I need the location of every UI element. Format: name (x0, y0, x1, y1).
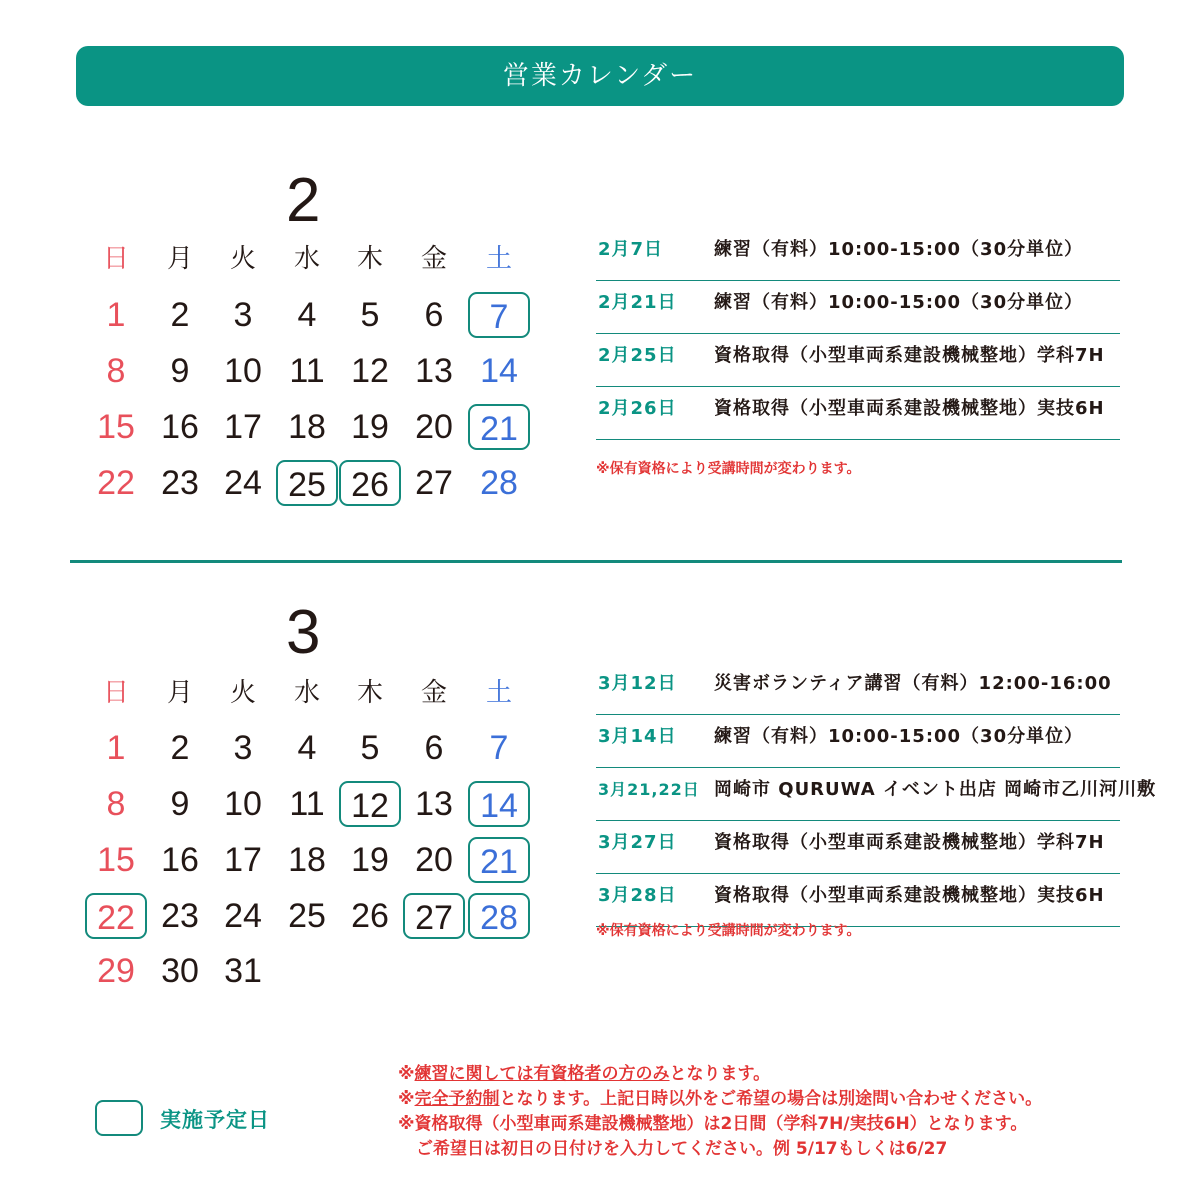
weekday-label: 月 (166, 678, 193, 708)
event-row (596, 821, 1120, 874)
weekday-label: 金 (420, 244, 447, 274)
event-date: 2月7日 (598, 239, 664, 260)
event-list-feb (596, 228, 1120, 440)
weekday-label: 土 (485, 244, 512, 274)
calendar-day: 25 (288, 897, 326, 935)
calendar-day: 22 (85, 893, 147, 939)
weekday-label: 日 (102, 678, 129, 708)
month-divider (70, 560, 1122, 563)
note-mar: ※保有資格により受講時間が変わります。 (596, 923, 861, 939)
calendar-day: 15 (97, 408, 135, 446)
calendar-day: 13 (415, 352, 453, 390)
calendar-day: 23 (161, 464, 199, 502)
weekday-label: 月 (166, 244, 193, 274)
calendar-day: 14 (468, 781, 530, 827)
weekday-label: 水 (293, 244, 320, 274)
footnote-3: ※資格取得（小型車両系建設機械整地）は2日間（学科7H/実技6H）となります。 (398, 1114, 1028, 1134)
calendar-day: 27 (415, 464, 453, 502)
weekday-label: 木 (356, 678, 383, 708)
calendar-day: 4 (297, 729, 317, 767)
calendar-day: 27 (403, 893, 465, 939)
weekday-label: 火 (229, 244, 256, 274)
calendar-day: 17 (224, 408, 262, 446)
event-date: 2月21日 (598, 292, 677, 313)
event-row (596, 662, 1120, 715)
calendar-day: 11 (289, 352, 325, 390)
event-date: 3月27日 (598, 832, 677, 853)
weekday-label: 金 (420, 678, 447, 708)
calendar-day: 13 (415, 785, 453, 823)
calendar-day: 30 (161, 952, 199, 990)
event-text: 資格取得（小型車両系建設機械整地）学科7H (714, 832, 1105, 853)
event-date: 2月25日 (598, 345, 677, 366)
calendar-day: 21 (468, 404, 530, 450)
event-row (596, 387, 1120, 440)
calendar-day: 18 (288, 841, 326, 879)
calendar-day: 25 (276, 460, 338, 506)
event-row (596, 228, 1120, 281)
calendar-day: 3 (233, 296, 253, 334)
weekday-label: 水 (293, 678, 320, 708)
event-text: 資格取得（小型車両系建設機械整地）実技6H (714, 885, 1105, 906)
event-row (596, 768, 1157, 821)
calendar-day: 16 (161, 408, 199, 446)
calendar-day: 11 (289, 785, 325, 823)
event-date: 3月14日 (598, 726, 677, 747)
weekday-label: 火 (229, 678, 256, 708)
weekday-label: 木 (356, 244, 383, 274)
calendar-day: 31 (224, 952, 262, 990)
event-date: 3月21,22日 (598, 780, 700, 799)
calendar-header (76, 46, 1124, 106)
calendar-day: 10 (224, 352, 262, 390)
calendar-day: 2 (170, 729, 190, 767)
calendar-day: 12 (351, 352, 389, 390)
calendar-day: 15 (97, 841, 135, 879)
calendar-day: 8 (106, 352, 126, 390)
footnote-2: ※完全予約制となります。上記日時以外をご希望の場合は別途問い合わせください。 (398, 1089, 1043, 1109)
event-text: 練習（有料）10:00-15:00（30分単位） (714, 726, 1084, 747)
calendar-day: 24 (224, 897, 262, 935)
calendar-day: 3 (233, 729, 253, 767)
event-date: 3月12日 (598, 673, 677, 694)
calendar-day: 16 (161, 841, 199, 879)
event-text: 岡崎市 QURUWA イベント出店 岡崎市乙川河川敷 (714, 779, 1157, 800)
calendar-day: 6 (424, 296, 444, 334)
note-feb: ※保有資格により受講時間が変わります。 (596, 461, 861, 477)
calendar-day: 6 (424, 729, 444, 767)
calendar-day: 20 (415, 841, 453, 879)
calendar-day: 9 (170, 352, 190, 390)
calendar-day: 21 (468, 837, 530, 883)
calendar-day: 7 (468, 292, 530, 338)
calendar-day: 12 (339, 781, 401, 827)
calendar-day: 5 (360, 729, 380, 767)
event-row (596, 281, 1120, 334)
calendar-day: 9 (170, 785, 190, 823)
footnotes (398, 1062, 1158, 1162)
calendar-day: 28 (480, 464, 518, 502)
calendar-day: 19 (351, 408, 389, 446)
calendar-day: 2 (170, 296, 190, 334)
legend-swatch (95, 1100, 143, 1136)
calendar-day: 23 (161, 897, 199, 935)
month-number-feb: 2 (286, 166, 321, 235)
calendar-day: 8 (106, 785, 126, 823)
event-text: 災害ボランティア講習（有料）12:00-16:00 (714, 673, 1112, 694)
calendar-day: 20 (415, 408, 453, 446)
event-list-mar (596, 662, 1157, 927)
calendar-day: 5 (360, 296, 380, 334)
event-text: 練習（有料）10:00-15:00（30分単位） (714, 239, 1084, 260)
calendar-day: 1 (106, 296, 126, 334)
calendar-day: 4 (297, 296, 317, 334)
calendar-day: 1 (106, 729, 126, 767)
calendar-day: 26 (339, 460, 401, 506)
calendar-day: 17 (224, 841, 262, 879)
event-row (596, 715, 1120, 768)
event-date: 2月26日 (598, 398, 677, 419)
event-text: 資格取得（小型車両系建設機械整地）学科7H (714, 345, 1105, 366)
event-text: 資格取得（小型車両系建設機械整地）実技6H (714, 398, 1105, 419)
calendar-day: 19 (351, 841, 389, 879)
weekday-label: 日 (102, 244, 129, 274)
calendar-day: 28 (468, 893, 530, 939)
weekday-label: 土 (485, 678, 512, 708)
calendar-day: 10 (224, 785, 262, 823)
month-number-mar: 3 (286, 598, 321, 667)
event-text: 練習（有料）10:00-15:00（30分単位） (714, 292, 1084, 313)
calendar-day: 7 (489, 729, 509, 767)
calendar-day: 24 (224, 464, 262, 502)
event-date: 3月28日 (598, 885, 677, 906)
header-title: 営業カレンダー (502, 61, 698, 91)
footnote-4: ご希望日は初日の日付けを入力してください。例 5/17もしくは6/27 (416, 1139, 948, 1159)
calendar-day: 18 (288, 408, 326, 446)
footnote-1: ※練習に関しては有資格者の方のみとなります。 (398, 1064, 771, 1084)
legend-label: 実施予定日 (160, 1108, 270, 1132)
calendar-day: 22 (97, 464, 135, 502)
calendar-day: 14 (480, 352, 518, 390)
calendar-day: 29 (97, 952, 135, 990)
calendar-day: 26 (351, 897, 389, 935)
event-row (596, 334, 1120, 387)
